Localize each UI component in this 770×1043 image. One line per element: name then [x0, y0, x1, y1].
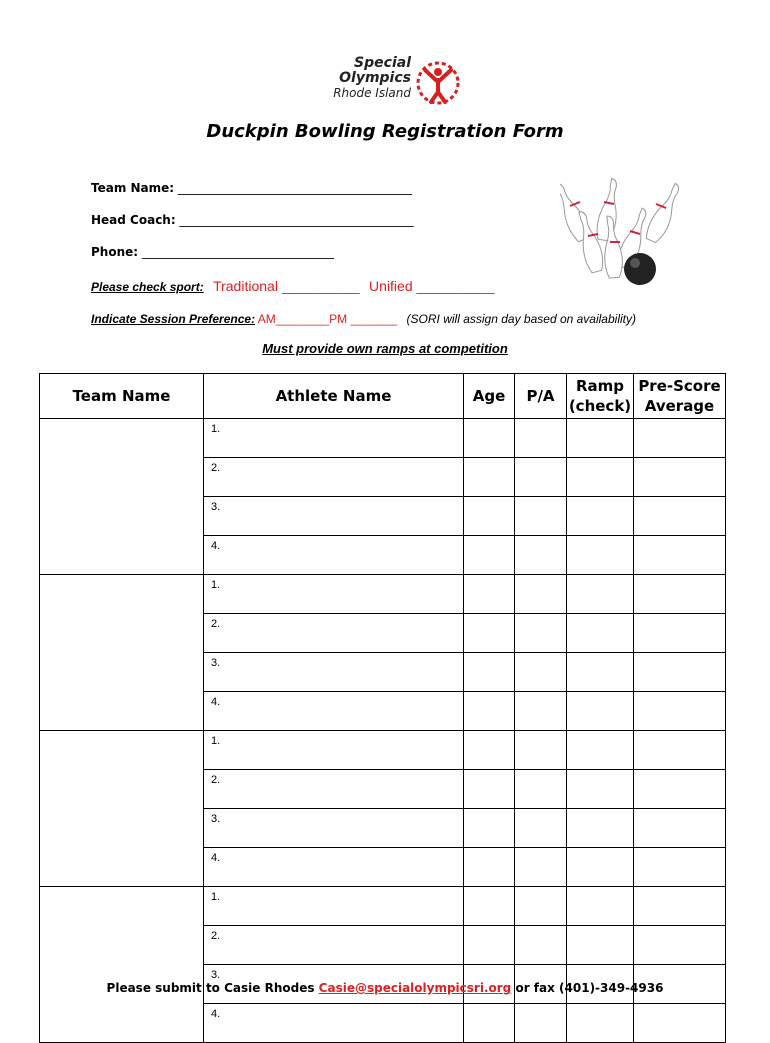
athlete-name-cell[interactable]: 4.: [204, 1004, 464, 1043]
ramp-cell[interactable]: [567, 458, 634, 497]
athlete-name-cell[interactable]: 2.: [204, 614, 464, 653]
ramp-cell[interactable]: [567, 770, 634, 809]
pa-cell[interactable]: [515, 848, 567, 887]
sport-option-traditional[interactable]: Traditional __________: [213, 278, 360, 294]
phone-blank[interactable]: ________________________________: [141, 245, 334, 259]
pa-cell[interactable]: [515, 731, 567, 770]
age-cell[interactable]: [464, 770, 515, 809]
logo-line-3: Rhode Island: [333, 86, 411, 100]
bowling-pins-icon: [560, 176, 680, 294]
pre-score-cell[interactable]: [634, 731, 726, 770]
team-name-cell[interactable]: [40, 887, 204, 1043]
footer-email-link[interactable]: Casie@specialolympicsri.org: [318, 981, 512, 995]
pre-score-cell[interactable]: [634, 692, 726, 731]
ramp-cell[interactable]: [567, 887, 634, 926]
athlete-name-cell[interactable]: 3.: [204, 809, 464, 848]
table-header-row: [40, 374, 726, 419]
pre-score-cell[interactable]: [634, 1004, 726, 1043]
footer-suffix: or fax (401)-349-4936: [515, 981, 664, 995]
special-olympics-figure-icon: [415, 58, 461, 108]
header-athlete-name: Athlete Name: [204, 374, 464, 419]
team-name-cell[interactable]: [40, 731, 204, 887]
age-cell[interactable]: [464, 926, 515, 965]
athlete-name-cell[interactable]: 2.: [204, 926, 464, 965]
header-pa: P/A: [515, 374, 567, 419]
pre-score-cell[interactable]: [634, 770, 726, 809]
phone-field[interactable]: [91, 245, 334, 259]
team-name-label: Team Name:: [91, 181, 175, 195]
pa-cell[interactable]: [515, 1004, 567, 1043]
ramp-cell[interactable]: [567, 848, 634, 887]
pre-score-cell[interactable]: [634, 458, 726, 497]
phone-label: Phone:: [91, 245, 139, 259]
athlete-name-cell[interactable]: 4.: [204, 848, 464, 887]
sport-label: Please check sport:: [91, 280, 204, 294]
age-cell[interactable]: [464, 1004, 515, 1043]
team-name-blank[interactable]: _______________________________________: [177, 181, 412, 195]
age-cell[interactable]: [464, 614, 515, 653]
pa-cell[interactable]: [515, 614, 567, 653]
team-name-field[interactable]: [91, 181, 412, 195]
age-cell[interactable]: [464, 419, 515, 458]
pre-score-cell[interactable]: [634, 536, 726, 575]
athlete-name-cell[interactable]: 4.: [204, 692, 464, 731]
header-age: Age: [464, 374, 515, 419]
athlete-name-cell[interactable]: 3.: [204, 497, 464, 536]
header-team-name: Team Name: [40, 374, 204, 419]
registration-table: [39, 373, 726, 1043]
ramp-cell[interactable]: [567, 692, 634, 731]
pre-score-cell[interactable]: [634, 653, 726, 692]
pre-score-cell[interactable]: [634, 809, 726, 848]
table-row: [40, 887, 726, 926]
table-row: [40, 419, 726, 458]
ramp-cell[interactable]: [567, 926, 634, 965]
pre-score-cell[interactable]: [634, 887, 726, 926]
head-coach-blank[interactable]: _______________________________________: [179, 213, 414, 227]
session-note: (SORI will assign day based on availability): [406, 312, 636, 326]
session-preference: [91, 312, 636, 326]
logo-line-2: Olympics: [339, 70, 411, 86]
head-coach-field[interactable]: [91, 213, 413, 227]
age-cell[interactable]: [464, 653, 515, 692]
age-cell[interactable]: [464, 692, 515, 731]
submission-footer: [0, 981, 770, 995]
ramp-cell[interactable]: [567, 497, 634, 536]
ramp-cell[interactable]: [567, 653, 634, 692]
athlete-name-cell[interactable]: 1.: [204, 419, 464, 458]
pre-score-cell[interactable]: [634, 497, 726, 536]
pa-cell[interactable]: [515, 419, 567, 458]
ramp-cell[interactable]: [567, 419, 634, 458]
pa-cell[interactable]: [515, 458, 567, 497]
age-cell[interactable]: [464, 575, 515, 614]
pa-cell[interactable]: [515, 575, 567, 614]
ramp-cell[interactable]: [567, 809, 634, 848]
pa-cell[interactable]: [515, 770, 567, 809]
logo-line-1: Special: [354, 55, 411, 71]
ramp-cell[interactable]: [567, 536, 634, 575]
sport-option-unified[interactable]: Unified __________: [369, 278, 495, 294]
athlete-name-cell[interactable]: 1.: [204, 731, 464, 770]
ramp-cell[interactable]: [567, 1004, 634, 1043]
athlete-name-cell[interactable]: 1.: [204, 575, 464, 614]
age-cell[interactable]: [464, 809, 515, 848]
pre-score-cell[interactable]: [634, 848, 726, 887]
athlete-name-cell[interactable]: 3.: [204, 653, 464, 692]
age-cell[interactable]: [464, 536, 515, 575]
footer-prefix: Please submit to Casie Rhodes: [106, 981, 315, 995]
pa-cell[interactable]: [515, 536, 567, 575]
athlete-name-cell[interactable]: 3.: [204, 965, 464, 1004]
pa-cell[interactable]: [515, 887, 567, 926]
ramps-note: Must provide own ramps at competition: [262, 341, 508, 356]
pa-cell[interactable]: [515, 926, 567, 965]
pre-score-cell[interactable]: [634, 419, 726, 458]
pa-cell[interactable]: [515, 653, 567, 692]
pa-cell[interactable]: [515, 692, 567, 731]
age-cell[interactable]: [464, 848, 515, 887]
athlete-name-cell[interactable]: 4.: [204, 536, 464, 575]
age-cell[interactable]: [464, 497, 515, 536]
session-options[interactable]: AM________PM _______: [257, 312, 398, 326]
pre-score-cell[interactable]: [634, 926, 726, 965]
table-row: [40, 575, 726, 614]
team-name-cell[interactable]: [40, 575, 204, 731]
pre-score-cell[interactable]: [634, 575, 726, 614]
age-cell[interactable]: [464, 887, 515, 926]
session-label: Indicate Session Preference:: [91, 312, 256, 326]
age-cell[interactable]: [464, 731, 515, 770]
athlete-name-cell[interactable]: 2.: [204, 458, 464, 497]
logo-text: [315, 56, 411, 100]
pre-score-cell[interactable]: [634, 614, 726, 653]
athlete-name-cell[interactable]: 1.: [204, 887, 464, 926]
pa-cell[interactable]: [515, 809, 567, 848]
sport-selection: [91, 278, 494, 294]
pa-cell[interactable]: [515, 497, 567, 536]
header-pre-score: Pre-Score Average: [634, 374, 726, 419]
athlete-name-cell[interactable]: 2.: [204, 770, 464, 809]
form-title: Duckpin Bowling Registration Form: [206, 121, 564, 142]
age-cell[interactable]: [464, 458, 515, 497]
team-name-cell[interactable]: [40, 419, 204, 575]
table-row: [40, 731, 726, 770]
head-coach-label: Head Coach:: [91, 213, 176, 227]
ramp-cell[interactable]: [567, 614, 634, 653]
ramp-cell[interactable]: [567, 731, 634, 770]
ramp-cell[interactable]: [567, 575, 634, 614]
special-olympics-logo: [315, 56, 465, 112]
header-ramp: Ramp (check): [567, 374, 634, 419]
